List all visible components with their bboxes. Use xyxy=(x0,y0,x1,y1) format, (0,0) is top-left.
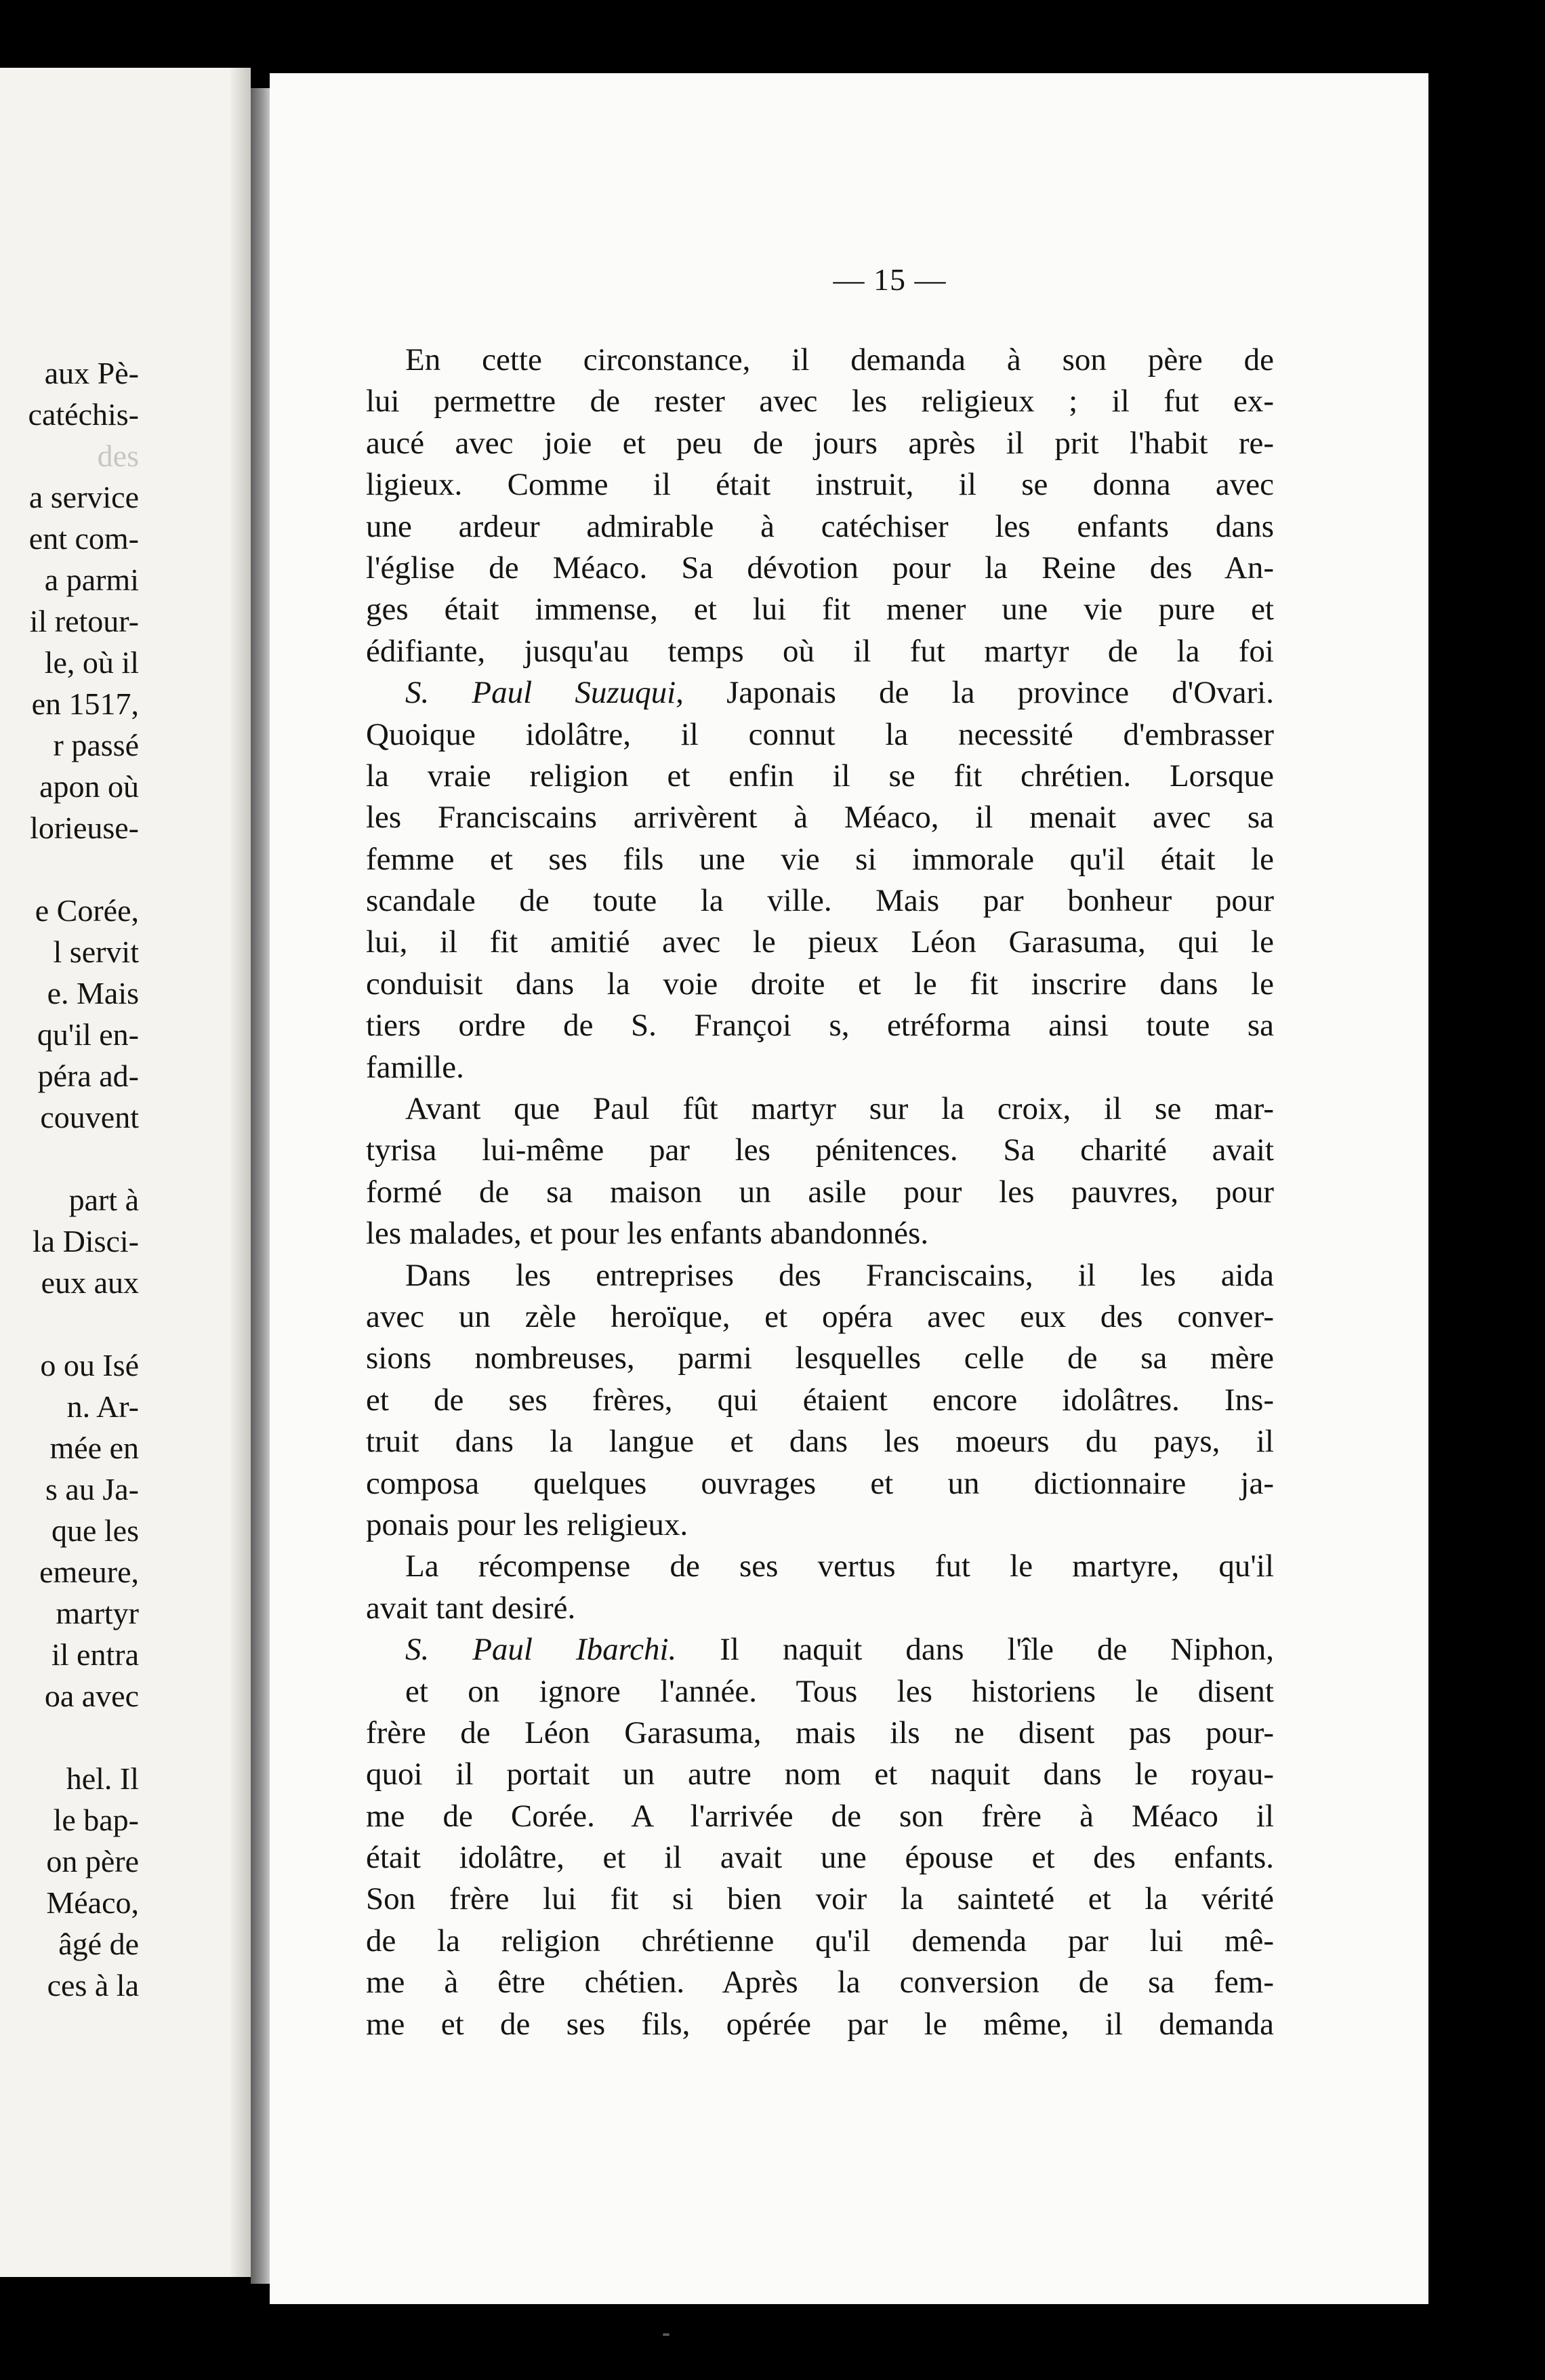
page-number: — 15 — xyxy=(833,262,947,297)
text-line: et on ignore l'année. Tous les historiens le disent xyxy=(405,1673,1274,1709)
left-line: il entra xyxy=(52,1637,139,1672)
text-line: édifiante, jusqu'au temps où il fut martyr de la foi xyxy=(366,633,1274,669)
left-line: lorieuse- xyxy=(30,811,139,845)
text-line: famille. xyxy=(366,1049,464,1085)
left-line: Méaco, xyxy=(46,1885,139,1920)
left-line: eux aux xyxy=(41,1265,139,1300)
left-line xyxy=(0,848,139,890)
left-line xyxy=(0,1717,139,1758)
text-line: femme et ses fils une vie si immorale qu'il était le xyxy=(366,841,1274,877)
left-line: apon où xyxy=(39,769,139,804)
text-line: conduisit dans la voie droite et le fit inscrire dans le xyxy=(366,966,1274,1002)
text-line: aucé avec joie et peu de jours après il prit l'habit re- xyxy=(366,425,1274,461)
text-line: composa quelques ouvrages et un dictionnaire ja- xyxy=(366,1465,1274,1501)
left-line xyxy=(0,1138,139,1179)
text-line: quoi il portait un autre nom et naquit dans le royau- xyxy=(366,1757,1274,1792)
text-line-with-name xyxy=(366,1629,1274,1670)
paper-speck xyxy=(663,2333,670,2336)
text-line: était idolâtre, et il avait une épouse et des enfants. xyxy=(366,1840,1274,1876)
left-line: catéchis- xyxy=(28,397,139,432)
left-line: r passé xyxy=(53,728,139,762)
text-line: lui permettre de rester avec les religieux ; il fut ex- xyxy=(366,384,1274,419)
text-line-rest: Il naquit dans l'île de Niphon, xyxy=(720,1632,1275,1668)
left-line: ces à la xyxy=(47,1968,139,2003)
saint-name-ibarchi: S. Paul Ibarchi. xyxy=(405,1632,677,1668)
text-line: lui, il fit amitié avec le pieux Léon Garasuma, qui le xyxy=(366,924,1274,960)
saint-name-suzuqui: S. Paul Suzuqui, xyxy=(405,675,684,711)
text-line: me à être chétien. Après la conversion de sa fem- xyxy=(366,1965,1274,2001)
left-line xyxy=(0,1303,139,1345)
left-line: emeure, xyxy=(39,1555,139,1589)
left-line: part à xyxy=(68,1183,139,1217)
left-line: l servit xyxy=(53,935,139,969)
book-page xyxy=(270,73,1428,2304)
left-line: en 1517, xyxy=(31,686,139,721)
left-line: a service xyxy=(28,480,139,514)
text-line: les Franciscains arrivèrent à Méaco, il menait avec sa xyxy=(366,800,1274,836)
text-line: En cette circonstance, il demanda à son père de xyxy=(405,342,1274,377)
left-line: martyr xyxy=(56,1596,139,1630)
text-line: de la religion chrétienne qu'il demenda par lui mê- xyxy=(366,1923,1274,1958)
text-line: ges était immense, et lui fit mener une vie pure et xyxy=(366,592,1274,628)
left-line: il retour- xyxy=(29,604,139,638)
text-line: truit dans la langue et dans les moeurs du pays, il xyxy=(366,1424,1274,1460)
text-line: formé de sa maison un asile pour les pauvres, pour xyxy=(366,1174,1274,1210)
left-line: aux Pè- xyxy=(44,356,139,390)
text-line: tyrisa lui-même par les pénitences. Sa charité avait xyxy=(366,1132,1274,1168)
text-line: me et de ses fils, opérée par le même, il demanda xyxy=(366,2006,1274,2042)
text-line: sions nombreuses, parmi lesquelles celle de sa mère xyxy=(366,1340,1274,1376)
left-line: qu'il en- xyxy=(37,1017,139,1052)
page-fold-shadow xyxy=(230,68,251,2277)
left-line: ent com- xyxy=(28,521,139,556)
left-line: o ou Isé xyxy=(40,1348,139,1382)
previous-page-text xyxy=(0,352,139,2006)
body-text xyxy=(366,340,1274,2045)
text-line: la vraie religion et enfin il se fit chrétien. Lorsque xyxy=(366,758,1274,794)
text-line: Quoique idolâtre, il connut la necessité d'embrasser xyxy=(366,716,1274,752)
left-line: âgé de xyxy=(58,1927,139,1961)
text-line: ponais pour les religieux. xyxy=(366,1506,688,1542)
text-line-with-name xyxy=(366,672,1274,714)
text-line: les malades, et pour les enfants abandonnés. xyxy=(366,1216,929,1252)
left-line: e. Mais xyxy=(47,976,139,1010)
left-line: s au Ja- xyxy=(45,1472,139,1506)
text-line: Dans les entreprises des Franciscains, il les aida xyxy=(405,1257,1274,1293)
text-line: frère de Léon Garasuma, mais ils ne disent pas pour- xyxy=(366,1715,1274,1750)
text-line: La récompense de ses vertus fut le martyre, qu'il xyxy=(405,1548,1274,1584)
text-line-rest: Japonais de la province d'Ovari. xyxy=(726,675,1274,711)
left-line: n. Ar- xyxy=(66,1389,139,1424)
left-line: que les xyxy=(51,1513,139,1548)
left-line: e Corée, xyxy=(35,893,139,928)
text-line: une ardeur admirable à catéchiser les enfants dans xyxy=(366,508,1274,544)
text-line: et de ses frères, qui étaient encore idolâtres. Ins- xyxy=(366,1382,1274,1418)
text-line: ligieux. Comme il était instruit, il se donna avec xyxy=(366,467,1274,503)
text-line: avait tant desiré. xyxy=(366,1590,576,1626)
text-line: Avant que Paul fût martyr sur la croix, il se mar- xyxy=(405,1091,1274,1127)
text-line: avec un zèle heroïque, et opéra avec eux des conver- xyxy=(366,1298,1274,1334)
text-line: tiers ordre de S. Françoi s, etréforma ainsi toute sa xyxy=(366,1008,1274,1044)
text-line: l'église de Méaco. Sa dévotion pour la Reine des An- xyxy=(366,550,1274,586)
left-line: on père xyxy=(46,1844,139,1879)
text-line: Son frère lui fit si bien voir la sainteté et la vérité xyxy=(366,1881,1274,1917)
left-line: le bap- xyxy=(53,1803,139,1837)
text-line: scandale de toute la ville. Mais par bonheur pour xyxy=(366,883,1274,919)
left-line: a parmi xyxy=(44,562,139,597)
text-line: me de Corée. A l'arrivée de son frère à Méaco il xyxy=(366,1798,1274,1834)
left-line: hel. Il xyxy=(66,1761,139,1796)
left-line: la Disci- xyxy=(32,1224,139,1258)
left-line: des xyxy=(97,438,139,473)
left-line: le, où il xyxy=(44,645,139,680)
left-line: oa avec xyxy=(44,1679,139,1713)
left-line: péra ad- xyxy=(37,1059,139,1093)
book-gutter xyxy=(251,88,271,2284)
left-line: mée en xyxy=(49,1431,139,1465)
left-line: couvent xyxy=(40,1100,139,1134)
